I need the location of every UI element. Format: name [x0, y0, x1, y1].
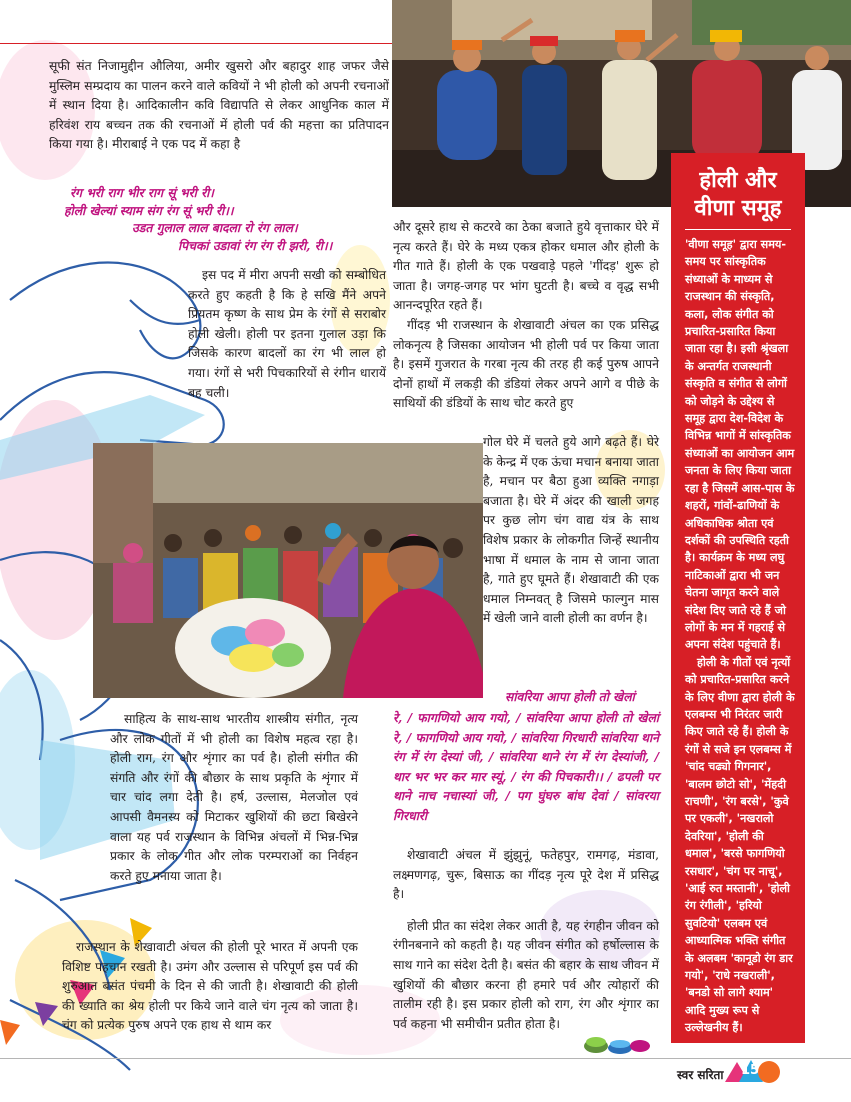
col2-p4: शेखावाटी अंचल में झुंझुनूं, फतेहपुर, रामगढ़, मंडावा, लक्ष्मणगढ़, चुरू, बिसाऊ का गींदड़ नृत्य पूरे देश में प्रसिद्ध है।	[393, 848, 659, 902]
sidebar-title	[671, 153, 805, 223]
col2-mid	[483, 433, 659, 629]
sidebar-divider	[685, 229, 791, 230]
col1-lower-2	[62, 938, 358, 1036]
magazine-name: स्वर सरिता	[677, 1068, 724, 1082]
header-rule	[0, 43, 392, 44]
holi-crowd-image	[93, 443, 483, 698]
col1-lower-p2: राजस्थान के शेखावाटी अंचल की होली पूरे भारत में अपनी एक विशिष्ट पहचान रखती है। उमंग और उल्लास से परिपूर्ण इस पर्व की शुरुआत बसंत पंचमी के दिन से की जाती है। शेखावाटी की होली की ख्याति का श्रेय होली पर किये जाने वाले चंग नृत्य को जाता है। चंग को प्रत्येक पुरुष अपने एक हाथ से थाम कर	[62, 940, 358, 1033]
sidebar-p2: होली के गीतों एवं नृत्यों को प्रचारित-प्रसारित करने के लिए वीणा द्वारा होली के एलबम्स भी निरंतर जारी किए जाते रहे हैं। होली के रंगों से सजे इन एलबम्स में 'चांद चढ्यो गिगनार', 'बालम छोटो सो', 'मेंहदी राचणी', 'रंग बरसे', 'कुवे पर एकली', 'नखरालो देवरिया', 'होली की धमाल', 'बरसे फागणियो रसधार', 'चंग पर नाचू', 'आई रुत मस्तानी', 'होली रंग रंगीली', 'हरियो सुवटियो' एलबम एवं आध्यात्मिक भक्ति संगीत के अलबम 'कानूडो रंग डार गयो', 'राधे नखराली', 'बनडो सो लागे श्याम' आदि मुख्य रूप से उल्लेखनीय हैं।	[685, 655, 795, 1035]
poem-line-3: उडत गुलाल लाल बादला रो रंग लाल।	[132, 220, 298, 235]
col1-after-poem	[188, 266, 386, 403]
sidebar-veena-group	[671, 153, 805, 1043]
footer-rule	[0, 1058, 851, 1059]
poem-line-2: होली खेल्यां स्याम संग रंग सूं भरी री।।	[64, 202, 234, 218]
col2-p2: गींदड़ भी राजस्थान के शेखावाटी अंचल का एक प्रसिद्ध लोकनृत्य है जिसका आयोजन भी होली पर्व पर किया जाता है। इसमें गुजरात के गरबा नृत्य की तरह ही कई पुरुष आपने दोनों हाथों में लकड़ी की डंडियां लेकर अपने आगे व पीछे के साथियों की डंडियों के साथ चोट करते हुए	[393, 317, 659, 411]
sidebar-title-line-1: होली और	[699, 168, 777, 193]
dhamal-poem	[393, 708, 659, 826]
col2-p3: गोल घेरे में चलते हुये आगे बढ़ते हैं। घेरे के केन्द्र में एक ऊंचा मचान बनाया जाता है, मचान पर बैठा हुआ व्यक्ति नगाड़ा बजाता है। घेरे में अंदर की खाली जगह पर कुछ लोग चंग वाद्य यंत्र के साथ विशेष प्रकार के लोकगीत जिन्हें स्थानीय भाषा में धमाल के नाम से जाना जाता है, गाते हुए घूमते हैं। शेखावाटी की एक धमाल निम्नवत् है जिसमे फाल्गुन मास में खेली जाने वाली होली का वर्णन है।	[483, 435, 659, 626]
col2-bottom	[393, 846, 659, 1034]
crowd-photo	[93, 443, 483, 698]
poem-line-1: रंग भरी राग भीर राग सूं भरी री।	[70, 185, 214, 200]
color-bowls-icon	[582, 1030, 652, 1054]
col2-top	[393, 218, 659, 414]
dhamal-first-line: सांवरिया आपा होली तो खेलां	[505, 689, 635, 704]
mira-poem	[62, 184, 392, 254]
dhamal-poem-first	[505, 688, 665, 706]
col2-p1: और दूसरे हाथ से कटरवे का ठेका बजाते हुये वृत्ताकार घेरे में नृत्य करते हैं। घेरे के मध्य एकत्र होकर धमाल और होली के गीत गाते हैं। होली के एक पखवाड़े पहले 'गींदड़' शुरू हो जाता है। जगह-जगह पर भांग घुटती है। बच्चे व वृद्ध सभी आनन्दपूरित रहते हैं।	[393, 220, 659, 313]
col1-intro	[49, 57, 389, 155]
col1-lower-p1: साहित्य के साथ-साथ भारतीय शास्त्रीय संगीत, नृत्य और लोक गीतों में भी होली का विशेष महत्व रहा है। होली राग, रंग और शृंगार का पर्व है। होली संगीत की संगति और रंगों की बौछार के साथ प्रकृति के शृंगार में चार चांद लगा देती है। हर्ष, उल्लास, मेलजोल एवं आपसी वैमनस्य को मिटाकर खुशियों की छटा बिखेरने वाला यह पर्व राजस्थान के विभिन्न अंचलों में भिन्न-भिन्न प्रकार के लोक गीत और लोक परम्पराओं का निर्वहन करते हुए मनाया जाता है।	[110, 712, 358, 883]
sidebar-p1: 'वीणा समूह' द्वारा समय-समय पर सांस्कृतिक संध्याओं के माध्यम से राजस्थान की संस्कृति, कला, लोक संगीत को प्रचारित-प्रसारित किया जाता रहा है। इसी श्रृंखला के अन्तर्गत राजस्थानी संस्कृति व संगीत से लोगों को जोड़ने के उद्देश्य से समूह द्वारा देश-विदेश के विभिन्न भागों में सांस्कृतिक संध्याओं का आयोजन आम जनता के लिए किया जाता रहा है जिसमें आस-पास के शहरों, गांवों-ढाणियों के अधिकाधिक श्रोता एवं दर्शकों की उपस्थिति रहती है। कार्यक्रम के मध्य लघु नाटिकाओं द्वारा भी जन चेतना जागृत करने वाले संदेश दिए जाते रहे हैं जो लोगों के मन में गहराई से अपना संदेश पहुंचाते हैं।	[685, 238, 795, 652]
poem-line-4: पिचकां उडावां रंग रंग री झरी, री।।	[178, 237, 333, 253]
dhamal-lines: रे, / फागणियो आय गयो, / सांवरिया आपा होली तो खेलां रे, / फागणियो आय गयो, / सांवरिया गिरधारी सांवरिया थाने रंग में रंग देस्यां जी, / सांवरिया थाने रंग में रंग देस्यांजी, / थार भर भर कर मार स्यूं, / रंग की पिचकारी।। / ढपली पर थाने नाच नचास्यां जी, / पग घुंघरु बांध देवां / सांवरया गिरधारी	[393, 710, 659, 823]
col1-intro-text: सूफी संत निजामुद्दीन औलिया, अमीर खुसरो और बहादुर शाह जफर जैसे मुस्लिम सम्प्रदाय का पालन करने वाले कवियों ने भी होली को अपनी रचनाओं में स्थान दिया है। आदिकालीन कवि विद्यापति से लेकर आधुनिक काल में हरिवंश राय बच्चन तक की रचनाओं में होली पर्व की महत्ता का प्रतिपादन किया गया है। मीराबाई ने एक पद में कहा है	[49, 59, 389, 152]
col2-p5: होली प्रीत का संदेश लेकर आती है, यह रंगहीन जीवन को रंगीनबनाने को कहती है। यह जीवन संगीत को हर्षोल्लास के साथ गाने का संदेश देती है। बसंत की बहार के साथ जीवन में खुशियों की बौछार करना ही हमारे पर्व और त्योहारों की तालीम रही है। इस प्रकार होली को राग, रंग और शृंगार का पर्व कहना भी समीचीन प्रतीत होता है।	[393, 918, 659, 1031]
page-number: 15	[741, 1063, 760, 1078]
sidebar-body	[671, 236, 805, 1037]
col1-lower	[110, 710, 358, 886]
col1-after-poem-text: इस पद में मीरा अपनी सखी को सम्बोधित करते हुए कहती है कि हे सखि मैंने अपने प्रियतम कृष्ण के साथ प्रेम के रंगों से सराबोर होली खेली। होली पर इतना गुलाल उड़ा कि जिसके कारण बादलों का रंग भी लाल हो गया। रंगों से भरी पिचकारियों से रंगीन धारायें बह चली।	[188, 268, 386, 400]
sidebar-title-line-2: वीणा समूह	[694, 196, 782, 221]
